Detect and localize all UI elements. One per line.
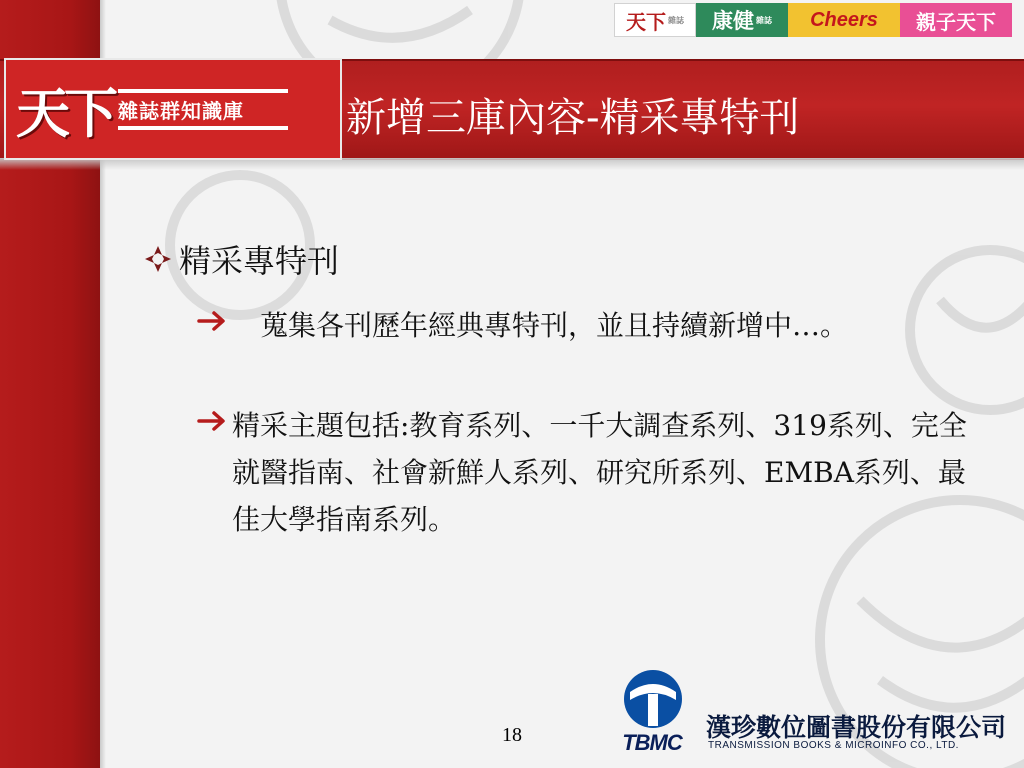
brand-parenting[interactable]	[900, 3, 1012, 37]
main-bullet	[143, 236, 339, 282]
brand-commonwealth-label: 天下	[626, 9, 666, 34]
brand-commonwealth-sub: 雜誌	[668, 15, 684, 25]
brand-commonwealth[interactable]	[614, 3, 696, 37]
logo-subtitle-block	[118, 87, 288, 132]
knowledge-base-logo	[4, 58, 342, 160]
logo-rule	[118, 126, 288, 130]
page-number: 18	[502, 724, 522, 746]
main-bullet-text: 精采專特刊	[179, 242, 340, 280]
tbmc-wordmark: TBMC	[622, 730, 682, 755]
arrow-right-icon	[196, 308, 230, 334]
company-name-en: TRANSMISSION BOOKS & MICROINFO CO., LTD.	[708, 740, 959, 751]
brand-health-sub: 雜誌	[756, 15, 772, 25]
logo-main-text: 天下	[16, 80, 112, 145]
list-item-text: 蒐集各刊歷年經典專特刊，並且持續新增中…。	[260, 309, 849, 342]
logo-subtitle: 雜誌群知識庫	[118, 98, 244, 123]
list-item-text: 精采主題包括:教育系列、一千大調查系列、319系列、完全就醫指南、社會新鮮人系列、研究所系列、EMBA系列、最佳大學指南系列。	[232, 409, 967, 536]
brand-cheers-label: Cheers	[810, 8, 878, 31]
slide-title: 新增三庫內容-精采專特刊	[346, 95, 800, 141]
diamond-bullet-icon	[143, 244, 173, 274]
brand-health-label: 康健	[712, 9, 754, 33]
tbmc-logo	[612, 668, 692, 760]
brand-parenting-label: 親子天下	[916, 9, 996, 34]
list-item	[196, 302, 986, 349]
brand-strip	[614, 3, 1012, 37]
arrow-right-icon	[196, 408, 230, 434]
tbmc-emblem-icon	[622, 668, 684, 730]
company-name-zh: 漢珍數位圖書股份有限公司	[706, 713, 1007, 742]
brand-health[interactable]	[696, 3, 788, 37]
logo-rule	[118, 89, 288, 93]
list-item	[196, 402, 986, 543]
brand-cheers[interactable]	[788, 3, 900, 37]
